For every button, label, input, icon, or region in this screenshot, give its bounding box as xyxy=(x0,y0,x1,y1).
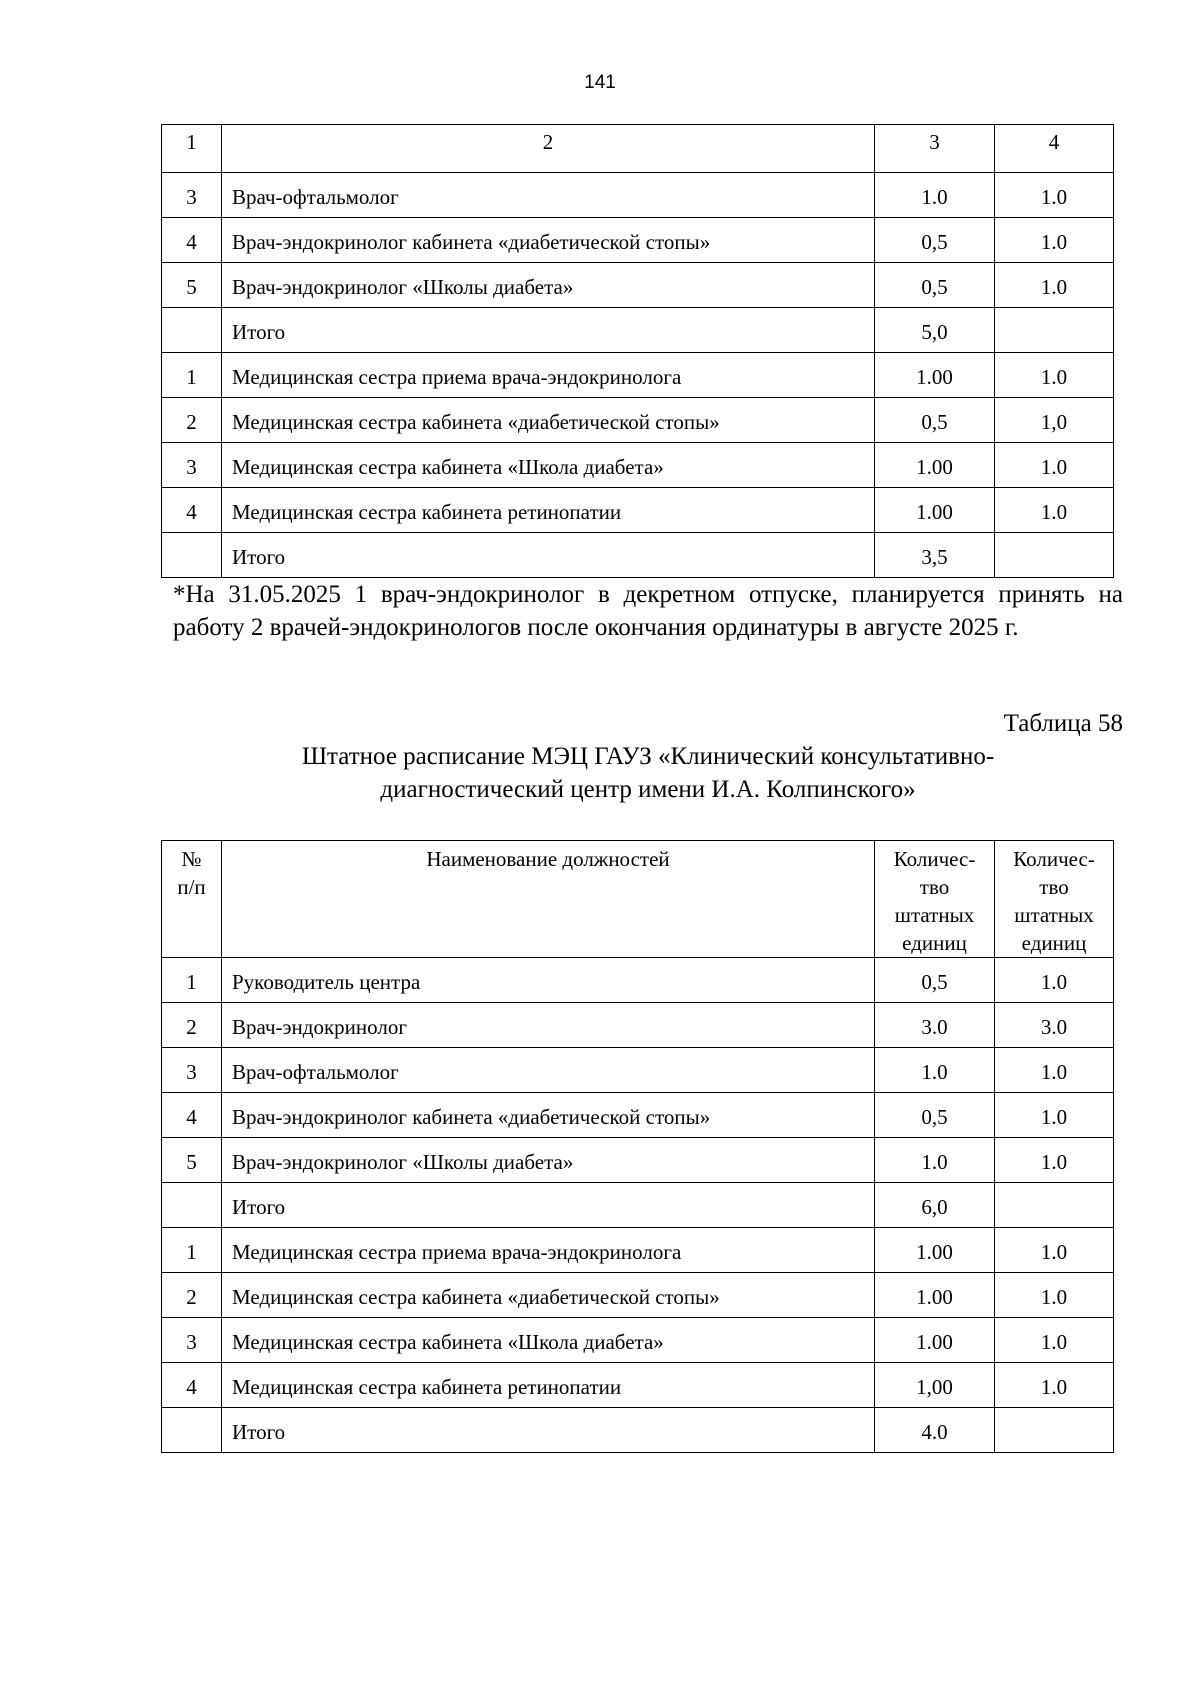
header-qty-line: Количес- xyxy=(893,847,976,871)
header-qty-line: тво xyxy=(919,875,950,899)
header-qty-line: Количес- xyxy=(1013,847,1095,871)
header-qty-line: единиц xyxy=(1021,931,1087,955)
position-name-cell: Медицинская сестра кабинета ретинопатии xyxy=(222,488,875,533)
header-num-line: п/п xyxy=(177,875,206,899)
position-name-cell: Врач-эндокринолог «Школы диабета» xyxy=(222,263,875,308)
table-row xyxy=(162,353,1114,398)
quantity-cell-1: 3,5 xyxy=(875,533,995,578)
column-number-cell: 1 xyxy=(162,125,222,173)
quantity-cell-1: 1.00 xyxy=(875,353,995,398)
table-label: Таблица 58 xyxy=(1003,710,1123,737)
quantity-cell-1: 0,5 xyxy=(875,398,995,443)
position-name-cell: Итого xyxy=(222,533,875,578)
table-row xyxy=(162,398,1114,443)
row-number-cell: 4 xyxy=(162,1363,222,1408)
position-name-cell: Медицинская сестра кабинета «Школа диабета» xyxy=(222,1318,875,1363)
position-name-cell: Врач-офтальмолог xyxy=(222,1048,875,1093)
header-qty-line: штатных xyxy=(894,903,975,927)
quantity-cell-1: 1.00 xyxy=(875,1273,995,1318)
quantity-cell-2: 1.0 xyxy=(995,1138,1114,1183)
quantity-cell-1: 1.00 xyxy=(875,443,995,488)
staff-table-continued xyxy=(161,124,1114,578)
row-number-cell: 1 xyxy=(162,1228,222,1273)
quantity-cell-2: 1.0 xyxy=(995,1363,1114,1408)
header-qty-cell-1 xyxy=(875,841,995,958)
quantity-cell-1: 1.00 xyxy=(875,488,995,533)
row-number-cell: 1 xyxy=(162,958,222,1003)
quantity-cell-2 xyxy=(995,533,1114,578)
row-number-cell: 3 xyxy=(162,1048,222,1093)
position-name-cell: Врач-эндокринолог кабинета «диабетической стопы» xyxy=(222,1093,875,1138)
position-name-cell: Медицинская сестра кабинета «Школа диабета» xyxy=(222,443,875,488)
quantity-cell-1: 4.0 xyxy=(875,1408,995,1453)
quantity-cell-1: 1,00 xyxy=(875,1363,995,1408)
quantity-cell-2: 1.0 xyxy=(995,173,1114,218)
table-row xyxy=(162,1093,1114,1138)
header-qty-line: тво xyxy=(1039,875,1069,899)
quantity-cell-1: 1.0 xyxy=(875,173,995,218)
column-number-cell: 2 xyxy=(222,125,875,173)
position-name-cell: Итого xyxy=(222,308,875,353)
quantity-cell-1: 0,5 xyxy=(875,263,995,308)
quantity-cell-2: 1,0 xyxy=(995,398,1114,443)
table-title-line: диагностический центр имени И.А. Колпинского» xyxy=(380,776,916,803)
quantity-cell-2 xyxy=(995,308,1114,353)
table-row xyxy=(162,443,1114,488)
quantity-cell-1: 1.00 xyxy=(875,1318,995,1363)
quantity-cell-2: 1.0 xyxy=(995,1228,1114,1273)
row-number-cell xyxy=(162,533,222,578)
row-number-cell xyxy=(162,1183,222,1228)
table-row xyxy=(162,1138,1114,1183)
position-name-cell: Руководитель центра xyxy=(222,958,875,1003)
page-number: 141 xyxy=(584,72,616,93)
table-title xyxy=(173,740,1123,806)
quantity-cell-2 xyxy=(995,1183,1114,1228)
table-row xyxy=(162,1273,1114,1318)
header-num-cell xyxy=(162,841,222,958)
table-row xyxy=(162,1183,1114,1228)
row-number-cell: 2 xyxy=(162,398,222,443)
header-qty-cell-2 xyxy=(995,841,1114,958)
position-name-cell: Медицинская сестра кабинета «диабетической стопы» xyxy=(222,398,875,443)
row-number-cell xyxy=(162,1408,222,1453)
quantity-cell-1: 1.00 xyxy=(875,1228,995,1273)
header-qty-line: штатных xyxy=(1014,903,1094,927)
quantity-cell-2: 1.0 xyxy=(995,443,1114,488)
position-name-cell: Медицинская сестра кабинета ретинопатии xyxy=(222,1363,875,1408)
quantity-cell-2: 3.0 xyxy=(995,1003,1114,1048)
row-number-cell: 1 xyxy=(162,353,222,398)
table-title-line: Штатное расписание МЭЦ ГАУЗ «Клинический консультативно- xyxy=(301,743,995,770)
position-name-cell: Медицинская сестра приема врача-эндокринолога xyxy=(222,1228,875,1273)
table-row xyxy=(162,488,1114,533)
table-row xyxy=(162,1318,1114,1363)
row-number-cell: 4 xyxy=(162,488,222,533)
table-row xyxy=(162,958,1114,1003)
row-number-cell: 2 xyxy=(162,1273,222,1318)
table-row xyxy=(162,1048,1114,1093)
table-row xyxy=(162,263,1114,308)
quantity-cell-2: 1.0 xyxy=(995,958,1114,1003)
row-number-cell: 5 xyxy=(162,263,222,308)
quantity-cell-2: 1.0 xyxy=(995,218,1114,263)
table-row xyxy=(162,1408,1114,1453)
quantity-cell-1: 1.0 xyxy=(875,1138,995,1183)
quantity-cell-2: 1.0 xyxy=(995,1318,1114,1363)
quantity-cell-2: 1.0 xyxy=(995,1273,1114,1318)
row-number-cell: 3 xyxy=(162,1318,222,1363)
quantity-cell-2: 1.0 xyxy=(995,1048,1114,1093)
quantity-cell-1: 3.0 xyxy=(875,1003,995,1048)
row-number-cell: 4 xyxy=(162,1093,222,1138)
table-row xyxy=(162,173,1114,218)
quantity-cell-1: 5,0 xyxy=(875,308,995,353)
table-row xyxy=(162,533,1114,578)
quantity-cell-2: 1.0 xyxy=(995,488,1114,533)
row-number-cell xyxy=(162,308,222,353)
header-qty-line: единиц xyxy=(902,931,967,955)
table-row xyxy=(162,1003,1114,1048)
header-num-line: № xyxy=(181,847,202,871)
column-number-cell: 3 xyxy=(875,125,995,173)
quantity-cell-2 xyxy=(995,1408,1114,1453)
quantity-cell-1: 6,0 xyxy=(875,1183,995,1228)
footnote: *На 31.05.2025 1 врач-эндокринолог в декретном отпуске, планируется принять на работу 2 врачей-эндокринологов после окончания ординатуры в августе 2025 г. xyxy=(173,581,1123,641)
row-number-cell: 5 xyxy=(162,1138,222,1183)
quantity-cell-2: 1.0 xyxy=(995,353,1114,398)
table-header-row xyxy=(162,841,1114,958)
quantity-cell-1: 1.0 xyxy=(875,1048,995,1093)
position-name-cell: Врач-эндокринолог кабинета «диабетической стопы» xyxy=(222,218,875,263)
row-number-cell: 2 xyxy=(162,1003,222,1048)
quantity-cell-1: 0,5 xyxy=(875,958,995,1003)
table-row xyxy=(162,218,1114,263)
column-number-cell: 4 xyxy=(995,125,1114,173)
row-number-cell: 4 xyxy=(162,218,222,263)
position-name-cell: Врач-эндокринолог «Школы диабета» xyxy=(222,1138,875,1183)
header-name-cell: Наименование должностей xyxy=(222,841,875,958)
position-name-cell: Медицинская сестра кабинета «диабетической стопы» xyxy=(222,1273,875,1318)
quantity-cell-1: 0,5 xyxy=(875,1093,995,1138)
position-name-cell: Итого xyxy=(222,1183,875,1228)
table-row xyxy=(162,1228,1114,1273)
position-name-cell: Итого xyxy=(222,1408,875,1453)
position-name-cell: Медицинская сестра приема врача-эндокринолога xyxy=(222,353,875,398)
quantity-cell-2: 1.0 xyxy=(995,263,1114,308)
quantity-cell-1: 0,5 xyxy=(875,218,995,263)
table-row xyxy=(162,308,1114,353)
position-name-cell: Врач-эндокринолог xyxy=(222,1003,875,1048)
position-name-cell: Врач-офтальмолог xyxy=(222,173,875,218)
table-row xyxy=(162,1363,1114,1408)
row-number-cell: 3 xyxy=(162,173,222,218)
staff-table-58 xyxy=(161,840,1114,1453)
row-number-cell: 3 xyxy=(162,443,222,488)
quantity-cell-2: 1.0 xyxy=(995,1093,1114,1138)
column-number-row xyxy=(162,125,1114,173)
